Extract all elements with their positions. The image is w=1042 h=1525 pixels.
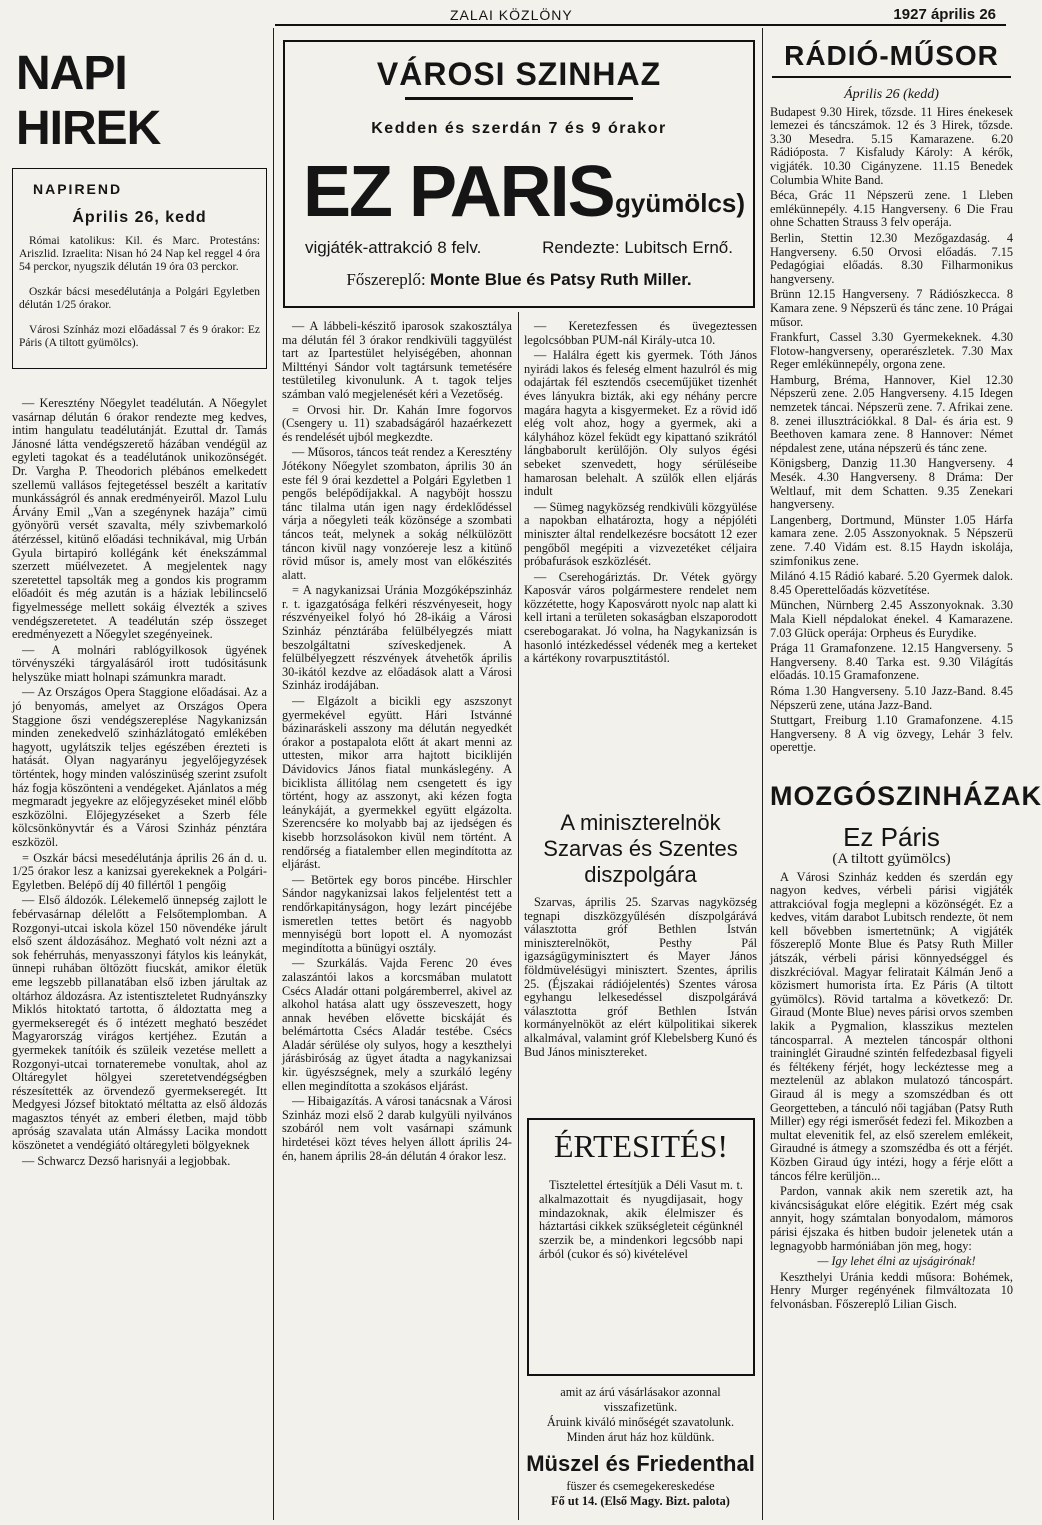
radio-listing: Langenberg, Dortmund, Münster 1.05 Hárfa kamara zene. 2.05 Asszonyoknak. 5 Népszerü zene. 7.40 Vidám est. 8.15 Haydn iskolája, szimfonikus zene. xyxy=(770,512,1013,568)
ad-cast-label: Főszereplő: xyxy=(346,270,426,289)
shop-address: Fő ut 14. (Első Magy. Bizt. palota) xyxy=(551,1494,730,1508)
column-napi-hirek xyxy=(12,40,267,1518)
column-3 xyxy=(524,320,757,800)
column-2 xyxy=(282,320,512,1518)
article: = Orvosi hir. Dr. Kahán Imre fogorvos (Csengery u. 11) szabadságáról hazaérkezett és rendelését ujból megkezdte. xyxy=(282,402,512,444)
ad-title-underline xyxy=(405,97,633,100)
radio-listing: Stuttgart, Freiburg 1.10 Gramafonzene. 4.15 Hangverseny. 8 A vig özvegy, Lehár 3 felv. operettje. xyxy=(770,713,1013,755)
article: — Keretezfessen és üvegeztessen legolcsóbban PUM-nál Király-utca 10. xyxy=(524,319,757,347)
movie-quote: — Igy lehet élni az ujságirónak! xyxy=(817,1254,976,1269)
shop-text: Áruink kiváló minőségét szavatolunk. xyxy=(546,1415,735,1429)
article: — Első áldozók. Lélekemelő ünnepség zajlott le febérvasárnap délelőtt a Felsőtemplomban. A Rozgonyi-utcai iskola közel 150 növendéke járult első szent áldozásához. Megható volt nézni azt a sok fehérruhás, menyasszonyi fátylos kis leánykát, ünnepi ruhában öltözött fiucskát, amikor életük eme legszebb pillanatában első izben járultak az oltárhoz áldozásra. Az istentiszteletet Rudnyánszky Miklós hitoktató tartotta, ő áldoztatta meg a gyermekseregét és ő intézett megható beszédet Magyarország virágos kertjéhez. Ezután a gyermekek tanítóik és szüleik vezetése mellett a Rozgonyi-utcai tornateremebe vonultak, ahol az Oltáregylet hölgyei szeretetvendégségben részesítették az örvendező gyermekseregét. Itt Medgyesi József bitoktató méltatta az első áldozás magasztos tényét az emberi életben, majd több apróság szavalata után Almássy Lacika mondott köszönetet a vendégiátó oltáregyleti bölgyeknek xyxy=(12,893,267,1153)
napirend-label: NAPIREND xyxy=(33,181,123,197)
notice-box xyxy=(527,1118,755,1376)
radio-listing: Róma 1.30 Hangverseny. 5.10 Jazz-Band. 8.45 Népszerü zene, utána Jazz-Band. xyxy=(770,683,1013,712)
ad-showtimes: Kedden és szerdán 7 és 9 órakor xyxy=(371,120,667,137)
cinema-listing: Keszthelyi Uránia keddi műsora: Bohémek, Henry Murger regényének filmváltozata 10 felvonásban. Főszereplő Lilian Gisch. xyxy=(770,1269,1013,1311)
article: — Sümeg nagyközség rendkivüli közgyülése a napokban elhatározta, hogy a népjóléti miniszter által rendelkezésre bocsátott 12 ezer pengőből megépiti a vizvezetéket céljaira próbafurások eszközlését. xyxy=(524,499,757,569)
newspaper-name: ZALAI KÖZLÖNY xyxy=(450,7,573,23)
shop-text: amit az árú vásárlásakor azonnal visszafizetünk. xyxy=(560,1385,721,1414)
ad-cast-row xyxy=(285,270,753,290)
shop-name: Müszel és Friedenthal xyxy=(526,1451,755,1476)
article: — Szurkálás. Vajda Ferenc 20 éves zalaszántói lakos a korcsmában mulatott Csécs Aladár ottani polgáremberrel, akivel az alkohol hatása alatt ugy összeveszett, hogy annak hevében elővette bicskáját és belémártotta Csécs Aladár testébe. Csécs Aladár sérülése oly sulyos, hogy a keszthelyi járásbiróság az ügyet átadta a nagykanizsai kir. ügyészségnek, mely a szurkáló legény ellen megindította a szokásos eljárást. xyxy=(282,956,512,1093)
radio-listing: Prága 11 Gramafonzene. 12.15 Hangverseny. 5 Hangverseny. 8.40 Tarka est. 9.30 Világítás előadás. 10.15 Gramafonzene. xyxy=(770,641,1013,683)
ad-film-title: EZ PARIS xyxy=(303,152,614,232)
movie-review: Pardon, vannak akik nem szeretik azt, ha kiváncsiságukat előre elégitik. Ezért még csak annyit, hogy számtalan bonyodalom, mámoros párisi éjszaka és hitben budoir jelenetek után a legnagyobb harmóniában jön meg, hogy: xyxy=(770,1184,1013,1253)
shop-advertisement xyxy=(524,1385,757,1509)
radio-listing: Béca, Grác 11 Népszerü zene. 1 Lleben emlékünnepély. 4.15 Hangverseny. 6 Die Frau ohne Schatten Strauss 3 felv operája. xyxy=(770,188,1013,230)
ad-cast: Monte Blue és Patsy Ruth Miller. xyxy=(429,270,692,289)
section-masthead: NAPI HIREK xyxy=(16,47,161,155)
radio-listing: Budapest 9.30 Hirek, tőzsde. 11 Hires énekesek lemezei és táncszámok. 12 és 3 Hirek, tőzsde. 3.30 Mesedra. 5.15 Kamarazene. 6.20 Rádióposta. 7 Kisfaludy Károly: A kérők, vigjáték. 10.30 Cigányzene. 11.15 Benedek Columbia White Band. xyxy=(770,104,1013,187)
napirend-event: Városi Színház mozi előadással 7 és 9 órakor: Ez Páris (A tiltott gyümölcs). xyxy=(19,324,260,349)
movie-title: Ez Páris xyxy=(843,821,940,852)
article: — Schwarcz Dezső harisnyái a legjobbak. xyxy=(22,1153,231,1168)
page-header xyxy=(0,0,1024,28)
napirend-event: Oszkár bácsi mesedélutánja a Polgári Egyletben délután 1/25 órakor. xyxy=(19,286,260,311)
radio-listing: Brünn 12.15 Hangverseny. 7 Rádiószkecca. 8 Kamara zene. 9 Népszerü és tánc zene. 10 Prágai műsor. xyxy=(770,287,1013,329)
shop-type: füszer és csemegekereskedése xyxy=(566,1479,715,1493)
article: — Halálra égett kis gyermek. Tóth János nyirádi lakos és feleség elment hazulról és mig odajártak fél esztendős cseceműjüket tizenhét éves lányukra bizták, aki egy néhány percre magára hagyta a kisgyermeket. Ez a rövid idő elég volt ahoz, hogy a gyermek, aki a kályhához közel feküdt egy kipattanó szikrától lángbaborult kerülőjön. Oly sulyos égési sebeket szenvedett, hogy sérüléseibe hamarosan belehalt. A szülők ellen eljárás indult xyxy=(524,348,757,499)
radio-listing: Frankfurt, Cassel 3.30 Gyermekeknek. 4.30 Flotow-hangverseny, operarészletek. 7.30 Max Reger emlékünnepély, orgona zene. xyxy=(770,330,1013,372)
article: = Oszkár bácsi mesedélutánja április 26 án d. u. 1/25 órakor lesz a kanizsai gyerekeknek a Polgári-Egyletben. Belépő díj 40 fillértől 1 pengőig xyxy=(12,850,267,892)
article: = A nagykanizsai Uránia Mozgóképszinház r. t. igazgatósága felkéri részvényeseit, hogy részvényeikel folyó hó 28-ikáig a Városi Szinház pénztárába felülbélyegzés miatt beszolgáltatni szíveskedjenek. A felülbélyegzett részvények átvehetők április 30-ikától kezdve az előadások alatt a Városi Szinház irodájában. xyxy=(282,583,512,693)
napirend-box xyxy=(12,168,267,369)
radio-listing: Berlin, Stettin 12.30 Mezőgazdaság. 4 Hangverseny. 6.50 Orvosi előadás. 7.15 Pedagógiai előadás. 8.30 Filharmonikus hangverseny. xyxy=(770,230,1013,286)
article: — A molnári rablógyilkosok ügyének törvényszéki tárgyalásáról irott tudósitásunk helyszüke miatt holnapi számunkra maradt. xyxy=(12,642,267,684)
issue-date: 1927 április 26 xyxy=(893,6,996,23)
article: — Betörtek egy boros pincébe. Hirschler Sándor nagykanizsai lakos feljelentést tett a rendőrkapitányságon, hogy lezárt pincéjébe ismeretlen tettes betört és nagyobb mennyiségü bort lopott el. A nyomozást megindította a bünügyi osztály. xyxy=(282,872,512,955)
article: — Keresztény Nőegylet teadélután. A Nőegylet vasárnap délután 6 órakor rendezte meg kedves, intim hangulatu teadélutánját. Ezuttal dr. Tamás Jánosné látta vendégszerető házában vendégül az egyleti tagokat és a teadélutánok unikozönségét. Dr. Vargha P. Theodorich plébános emelkedett szellemü vallásos fejtegetéssel beszélt a karitatív munkásságról és annak eredményeiről. Mazol Lulu Árvány Emil „Van a szegénynek hazája” cimü gyönyörü versét szavalta, mély szivbemarkoló átérzéssel, kitünő előadási technikával, mig Urbán Gyula birtapiró kollégánk két énekszámmal szerzett müélvezetet. A megjelentek nagy szeretettel tapsolták meg a gondos kis programm előadóit és még azután is a háziak lebilincselő figyelmessége mellett sokáig élvezték a szives vendégszeretetet. A teadélután szép összeget eredményezett a Nőegylet szegényeinek. xyxy=(12,396,267,642)
napirend-calendar: Római katolikus: Kil. és Marc. Protestáns: Ariszlid. Izraelita: Nisan hó 24 Nap kel reggel 4 óra 54 perckor, nyugszik délután 19 óra 03 perckor. xyxy=(19,235,260,273)
ad-film-block xyxy=(285,150,753,234)
column-divider xyxy=(762,28,763,1520)
article: — A lábbeli-készitő iparosok szakosztálya ma délután fél 3 órakor rendkivüli taggyülést tart az Ipartestület helyiségében, ahonnan Milttényi Sándor volt tagtársunk temetésére testületileg kivonulunk. A t. tagok teljes számban való megjelenését kéri a Vezetőség. xyxy=(282,319,512,401)
shop-text: Minden árut ház hoz küldünk. xyxy=(566,1430,715,1444)
article: — Cserehogáriztás. Dr. Vétek györgy Kaposvár város polgármestere rendelet nem közzétette, hogy Kaposvárott nyolc nap alatt ki kell irtani a területen sokaságban elszaporodott cserebogarakat. Jó volna, ha Nagykanizsán is hasonló intézkedéssel védenék meg a kerteket a kártékony rovarpusztitástól. xyxy=(524,569,757,666)
article-headline: A miniszterelnök Szarvas és Szentes diszpolgára xyxy=(543,810,738,887)
ad-director: Rendezte: Lubitsch Ernő. xyxy=(542,238,733,257)
radio-listing: Hamburg, Bréma, Hannover, Kiel 12.30 Népszerü zene. 2.05 Hangverseny. 4.15 Idegen nemzetek táncai. Népszerü zene. 7. Afrikai zene. 8. zenei illusztrációkkal. 8 Dal- és ária est. 9 Beethoven kamara zene. 8 Hannover: Német népdalest zene, utána népszerü és tánc zene. xyxy=(770,372,1013,455)
article: — Az Országos Opera Staggione előadásai. Az a jó benyomás, amelyet az Országos Opera Staggione őszi vendégszereplése Nagykanizsán minden zenekedvelő szinházlátogató emlékében hagyott, ugylátszik teljes egészében érezteti is hatását. Olyan nagyarányu jegyelőjegyzések történtek, hogy minden valószinüség szerint zsufolt ház fogja köszönteni a vendégeket. Ajánlatos a még megmaradt jegyekre az előjegyzéseket minél előbb eszközölni. Előjegyzéseket a Szerb féle kölcsönkönyvtár és a Városi Szinház pénztára eszközöl. xyxy=(12,685,267,849)
ad-title: VÁROSI SZINHAZ xyxy=(376,56,662,92)
movie-review: A Városi Szinház kedden és szerdán egy nagyon kedves, vérbeli párisi vigjáték attrakcióval fogja meglepni a közönségét. Ez a kedves, vitám darabot Lubitsch rendezte, öt nem kell bővebben ismertetnünk; A vigjáték főszereplő Monte Blue és Patsy Ruth Miller játszák, vérbeli párisi könnyedséggel és diszkrécióval. Magyar feliratait Kálmán Jenő a közismert humorista írta. Ez Páris (A tiltott gyümölcs). Rövid tartalma a következő: Dr. Giraud (Monte Blue) neves párisi orvos szemben lakik a Pygmalion, klasszikus meztelen táncosparral. A meztelen táncospár olthoni traininglét Giraudné szintén felfedezbasal figyeli és féltékeny férjét, hogy leckéztesse meg a meztelenül az ablakon mulatozó táncospárt. Giraud ál is megy a szomszédban és ott Georgetteben, a tánculó női tagjában (Patsy Ruth Miller) egy régi ismerősét fedezi fel. Mikozben a multat elevenitik fel, az első szerelem emlékeit, Giraudné is átmegy a szomszédba és ott a férjét. Közben Giraud úgy intézi, hogy a férje előtt a táncos félre kerüljön... xyxy=(770,869,1013,1183)
cinema-section-title: MOZGÓSZINHÁZAK xyxy=(770,780,1042,811)
movie-subtitle: (A tiltott gyümölcs) xyxy=(832,850,951,867)
ad-film-subtitle: gyümölcs) xyxy=(615,188,746,218)
theatre-advertisement xyxy=(283,40,755,308)
notice-title: ÉRTESITÉS! xyxy=(553,1128,729,1164)
radio-date: Április 26 (kedd) xyxy=(844,87,939,102)
article: — Hibaigazítás. A városi tanácsnak a Városi Szinház mozi első 2 darab kulgyüli nyilvános szobáról nem volt vasárnapi számunk hirdetései közt téves helyen állott április 24-én, hanem április 28-án délután 4 órakor lesz. xyxy=(282,1094,512,1163)
notice-text: Tisztelettel értesítjük a Déli Vasut m. t. alkalmazottait és nyugdijasait, hogy mindazoknak, akik élelmiszer és háztartási cikkek szükségleteit cégünknél szerzik be, a mindenkori legcsóbb napi árból (cukor és só) kivételével xyxy=(539,1178,743,1261)
radio-section-title: RÁDIÓ-MŰSOR xyxy=(784,40,999,71)
column-divider xyxy=(273,28,274,1520)
column-divider xyxy=(518,312,519,1520)
radio-rule xyxy=(772,76,1011,78)
radio-listing: Königsberg, Danzig 11.30 Hangverseny. 4 Mesék. 4.30 Hangverseny. 8 Dráma: Der Weltlauf, mit dem Schatten. 9.35 Zenekari hangverseny. xyxy=(770,456,1013,512)
radio-listing: Milánó 4.15 Rádió kabaré. 5.20 Gyermek dalok. 8.45 Operettelőadás közvetítése. xyxy=(770,569,1013,597)
column-radio-cinema xyxy=(770,38,1042,1518)
ad-genre: vigjáték-attrakció 8 felv. xyxy=(305,238,482,257)
article: — Műsoros, táncos teát rendez a Keresztény Jótékony Nőegylet szombaton, április 30 án este fél 9 órai kezdettel a Polgári Egyletben 1 pengős belépődíjakkal. A nagyböjt hosszu tánc tilalma után igen nagy érdeklődéssel várja a nőegyleti teák közönsége a szombati táncos teát, melynek a sokág nélkülözött táncon kivül nagy vonzóereje lesz a kitünő rövid műsor is, amely most van előkészités alatt. xyxy=(282,445,512,582)
header-rule xyxy=(275,24,1006,26)
radio-listing: München, Nürnberg 2.45 Asszonyoknak. 3.30 Mala Kiell népdalokat énekel. 4 Kamarazene. 7.03 Glück operája: Orpheus és Eurydike. xyxy=(770,598,1013,640)
article-body: Szarvas, április 25. Szarvas nagyközség tegnapi diszközgyűlésén díszpolgárává választotta gróf Bethlen István miniszterelnököt, Pesthy Pál igazságügyminisztert és Mayer János földmüvelésügyi minisztert. Szentes, április 25. (Éjszakai rádiójelentés) Szentes városa egyhangu lelkesedéssel diszpolgárává választotta gróf Bethlen István kormányelnököt az elért külpolitikai sikerek alkalmával, valamint gróf Klebelsberg Kunó és Bud János minisztereket. xyxy=(524,895,757,1059)
article: — Elgázolt a bicikli egy aszszonyt gyermekével együtt. Hári Istvánné bázinaráskeli asszony ma délután negyedkét órakor a postapalota előtt át akart menni az uttesten, mikor arra hajtott biciklijén Dávidovics János fiatal munkáslegény. A biciklista állitólag nem csengetett és igy történt, hogy az asszonyt, aki kézen fogta leánykáját, a gyermekkel együtt elgázolta. Szerencsére ko molyabb baj az ijedségen és kisebb horzsolásokon kivül nem történt. A rendőrség a fiatalember ellen megindította az eljárást. xyxy=(282,694,512,872)
ad-details-row xyxy=(285,238,753,258)
napirend-date: Április 26, kedd xyxy=(72,209,207,226)
pm-honorary-citizen-article xyxy=(524,810,757,1059)
